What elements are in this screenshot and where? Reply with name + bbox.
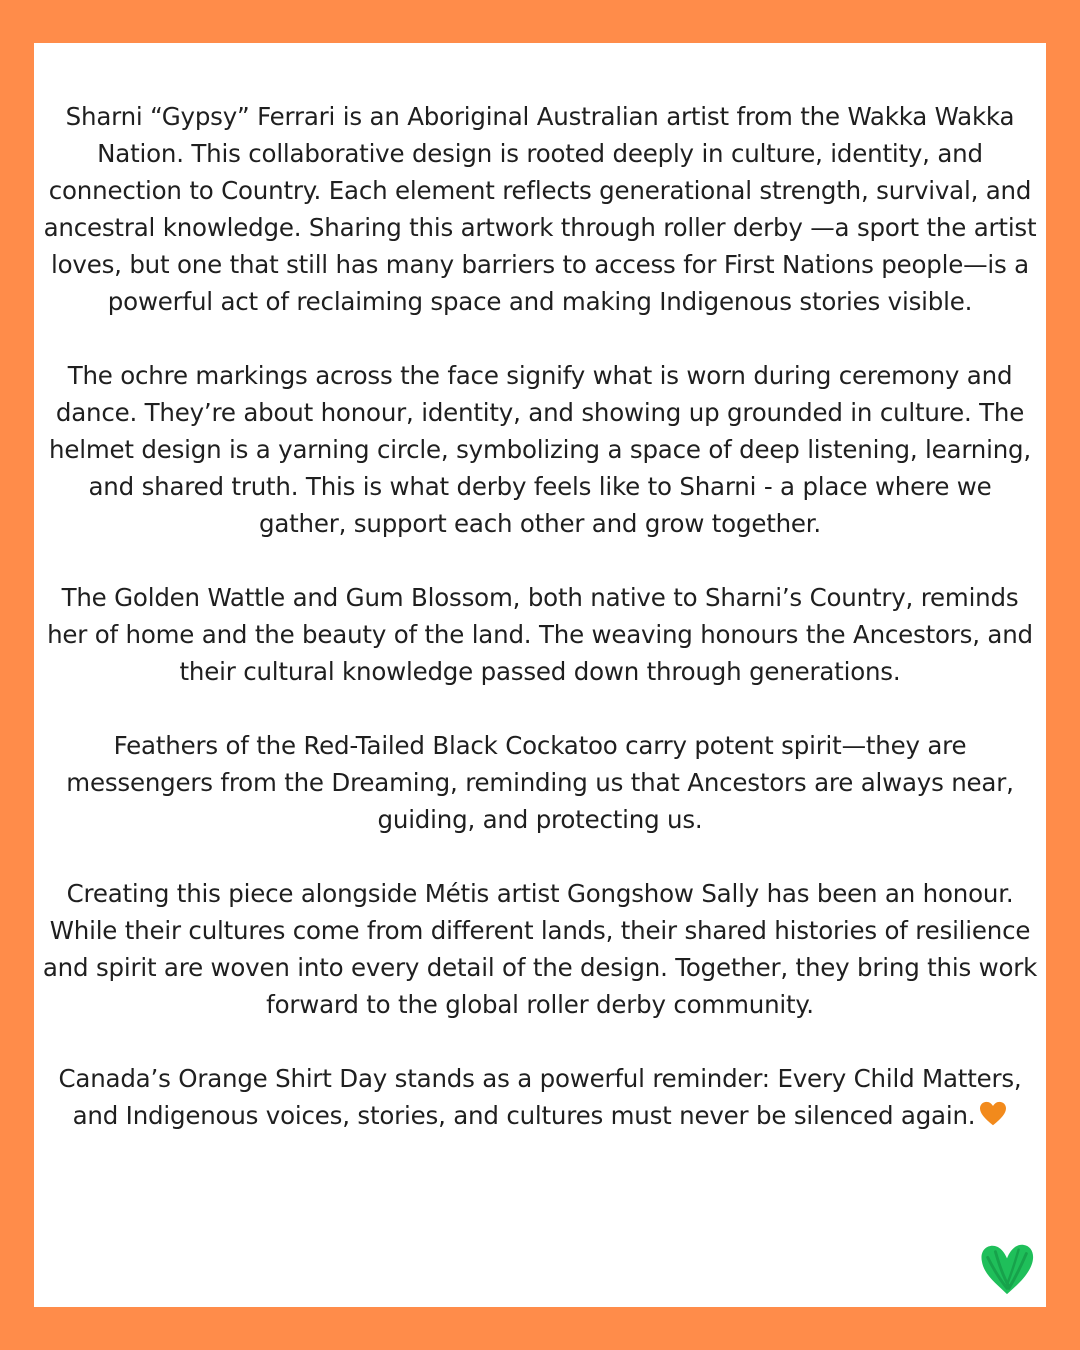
paragraph-orange-shirt-day xyxy=(42,1060,1038,1134)
paragraph-cockatoo-feathers: Feathers of the Red-Tailed Black Cockatoo carry potent spirit—they are messengers from the Dreaming, reminding us that Ancestors are always near, guiding, and protecting us. xyxy=(66,731,1014,834)
paragraph-artist-intro: Sharni “Gypsy” Ferrari is an Aboriginal Australian artist from the Wakka Wakka Nation. This collaborative design is rooted deeply in culture, identity, and connection to Country. Each element reflects generational strength, survival, and ancestral knowledge. Sharing this artwork through roller derby —a sport the artist loves, but one that still has many barriers to access for First Nations people—is a powerful act of reclaiming space and making Indigenous stories visible. xyxy=(43,102,1037,316)
paragraph-ochre-markings: The ochre markings across the face signify what is worn during ceremony and dance. They’re about honour, identity, and showing up grounded in culture. The helmet design is a yarning circle, symbolizing a space of deep listening, learning, and shared truth. This is what derby feels like to Sharni - a place where we gather, support each other and grow together. xyxy=(49,361,1031,538)
orange-heart-icon xyxy=(979,1101,1007,1127)
paragraph-wattle-blossom: The Golden Wattle and Gum Blossom, both native to Sharni’s Country, reminds her of home and the beauty of the land. The weaving honours the Ancestors, and their cultural knowledge passed down through generations. xyxy=(47,583,1033,686)
text-body xyxy=(42,98,1038,1134)
orange-shirt-day-text: Canada’s Orange Shirt Day stands as a powerful reminder: Every Child Matters, and Indigenous voices, stories, and cultures must never be silenced again. xyxy=(58,1064,1022,1130)
green-heart-icon xyxy=(978,1239,1036,1299)
content-card xyxy=(34,43,1046,1307)
paragraph-collaboration: Creating this piece alongside Métis artist Gongshow Sally has been an honour. While their cultures come from different lands, their shared histories of resilience and spirit are woven into every detail of the design. Together, they bring this work forward to the global roller derby community. xyxy=(42,879,1038,1019)
